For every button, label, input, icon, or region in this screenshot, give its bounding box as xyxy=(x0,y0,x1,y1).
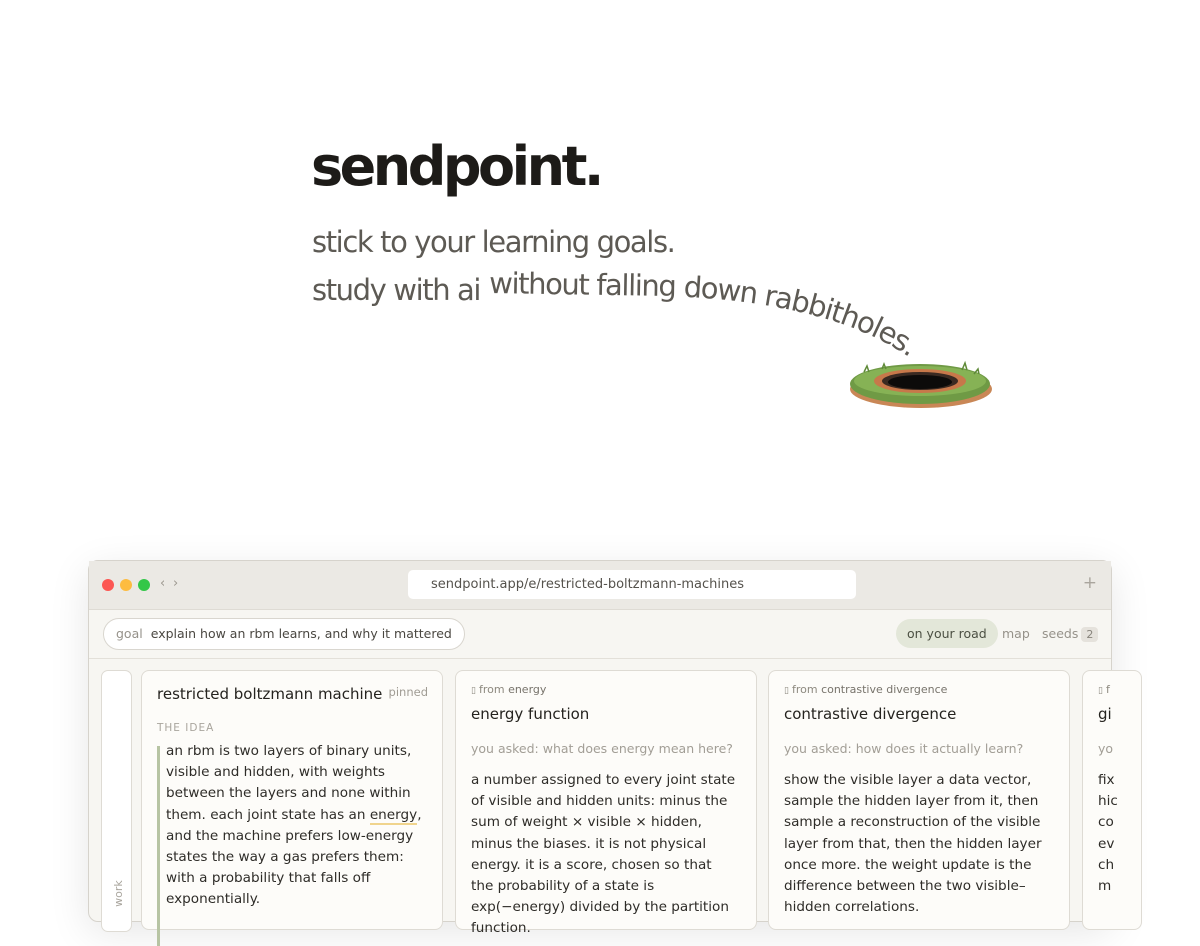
curved-tagline-text xyxy=(489,266,924,363)
app-window xyxy=(88,560,1118,937)
section-label: THE IDEA xyxy=(157,722,215,734)
tab-map[interactable]: map xyxy=(1002,626,1030,641)
asked-question: you asked: what does energy mean here? xyxy=(471,741,733,756)
card-contrastive-divergence[interactable] xyxy=(768,670,1070,930)
close-window-button[interactable] xyxy=(102,579,114,591)
pinned-badge[interactable]: pinned xyxy=(388,685,428,699)
from-source[interactable]: energy xyxy=(508,683,547,696)
card-body: fix hic co ev ch m xyxy=(1098,772,1118,895)
from-source[interactable]: contrastive divergence xyxy=(821,683,948,696)
minimize-window-button[interactable] xyxy=(120,579,132,591)
from-label xyxy=(471,683,546,696)
branch-icon: ▯ xyxy=(784,686,789,696)
seeds-count-badge: 2 xyxy=(1081,627,1098,642)
tab-on-your-road[interactable]: on your road xyxy=(896,619,998,648)
work-rail-label: work xyxy=(111,880,125,907)
curved-tagline-path: without falling down rabbitholes. xyxy=(488,266,924,363)
card-title: gi xyxy=(1098,705,1112,723)
maximize-window-button[interactable] xyxy=(138,579,150,591)
card-body xyxy=(166,741,426,911)
from-prefix: from xyxy=(478,683,505,696)
tagline-line-2-start: study with ai xyxy=(312,273,481,307)
address-bar[interactable]: sendpoint.app/e/restricted-boltzmann-machines xyxy=(408,570,856,599)
browser-titlebar xyxy=(89,561,1111,610)
goal-text: explain how an rbm learns, and why it mattered xyxy=(150,626,452,641)
forward-arrow-icon[interactable]: › xyxy=(173,576,179,591)
branch-icon: ▯ xyxy=(471,686,476,696)
card-partial[interactable] xyxy=(1082,670,1142,930)
card-body: a number assigned to every joint state of visible and hidden units: minus the sum of weight × visible × hidden, minus the biases. it is not physical energy. it is a score, chosen so that the probability of a state is exp(−energy) divided by the partition function. xyxy=(471,772,736,937)
from-label xyxy=(784,683,947,696)
goal-pill[interactable] xyxy=(103,618,465,650)
body-text: an rbm is two layers of binary units, visible and hidden, with weights between the layers and none within them. each joint state has an xyxy=(166,743,412,823)
from-prefix: f xyxy=(1105,683,1110,696)
tagline-line-1: stick to your learning goals. xyxy=(312,225,675,259)
asked-question: yo xyxy=(1098,741,1114,756)
highlighted-term-energy[interactable]: energy xyxy=(369,806,418,823)
from-prefix: from xyxy=(791,683,818,696)
card-restricted-boltzmann-machine[interactable] xyxy=(141,670,443,930)
goal-label: goal xyxy=(116,626,143,641)
card-title: energy function xyxy=(471,705,590,723)
card-title: restricted boltzmann machine xyxy=(157,685,383,703)
back-arrow-icon[interactable]: ‹ xyxy=(160,576,166,591)
work-rail[interactable] xyxy=(101,670,132,932)
card-title: contrastive divergence xyxy=(784,705,957,723)
body-text-cont: , and the machine prefers low-energy states the way a gas prefers them: with a probability that falls off exponentially. xyxy=(166,806,422,908)
card-energy-function[interactable] xyxy=(455,670,757,937)
tab-seeds[interactable] xyxy=(1042,619,1098,648)
asked-question: you asked: how does it actually learn? xyxy=(784,741,1024,756)
card-body: show the visible layer a data vector, sample the hidden layer from it, then sample a reconstruction of the visible layer from that, then the hidden layer once more. the weight update is the difference between the two visible–hidden correlations. xyxy=(784,772,1042,916)
idea-accent-bar xyxy=(157,746,160,946)
branch-icon: ▯ xyxy=(1098,686,1103,696)
from-label xyxy=(1098,683,1110,696)
brand-logo: sendpoint. xyxy=(311,135,601,198)
rabbit-hole-illustration xyxy=(842,352,998,416)
seeds-label: seeds xyxy=(1042,626,1079,641)
goal-bar xyxy=(89,610,1111,659)
new-tab-button[interactable]: + xyxy=(1082,573,1097,593)
